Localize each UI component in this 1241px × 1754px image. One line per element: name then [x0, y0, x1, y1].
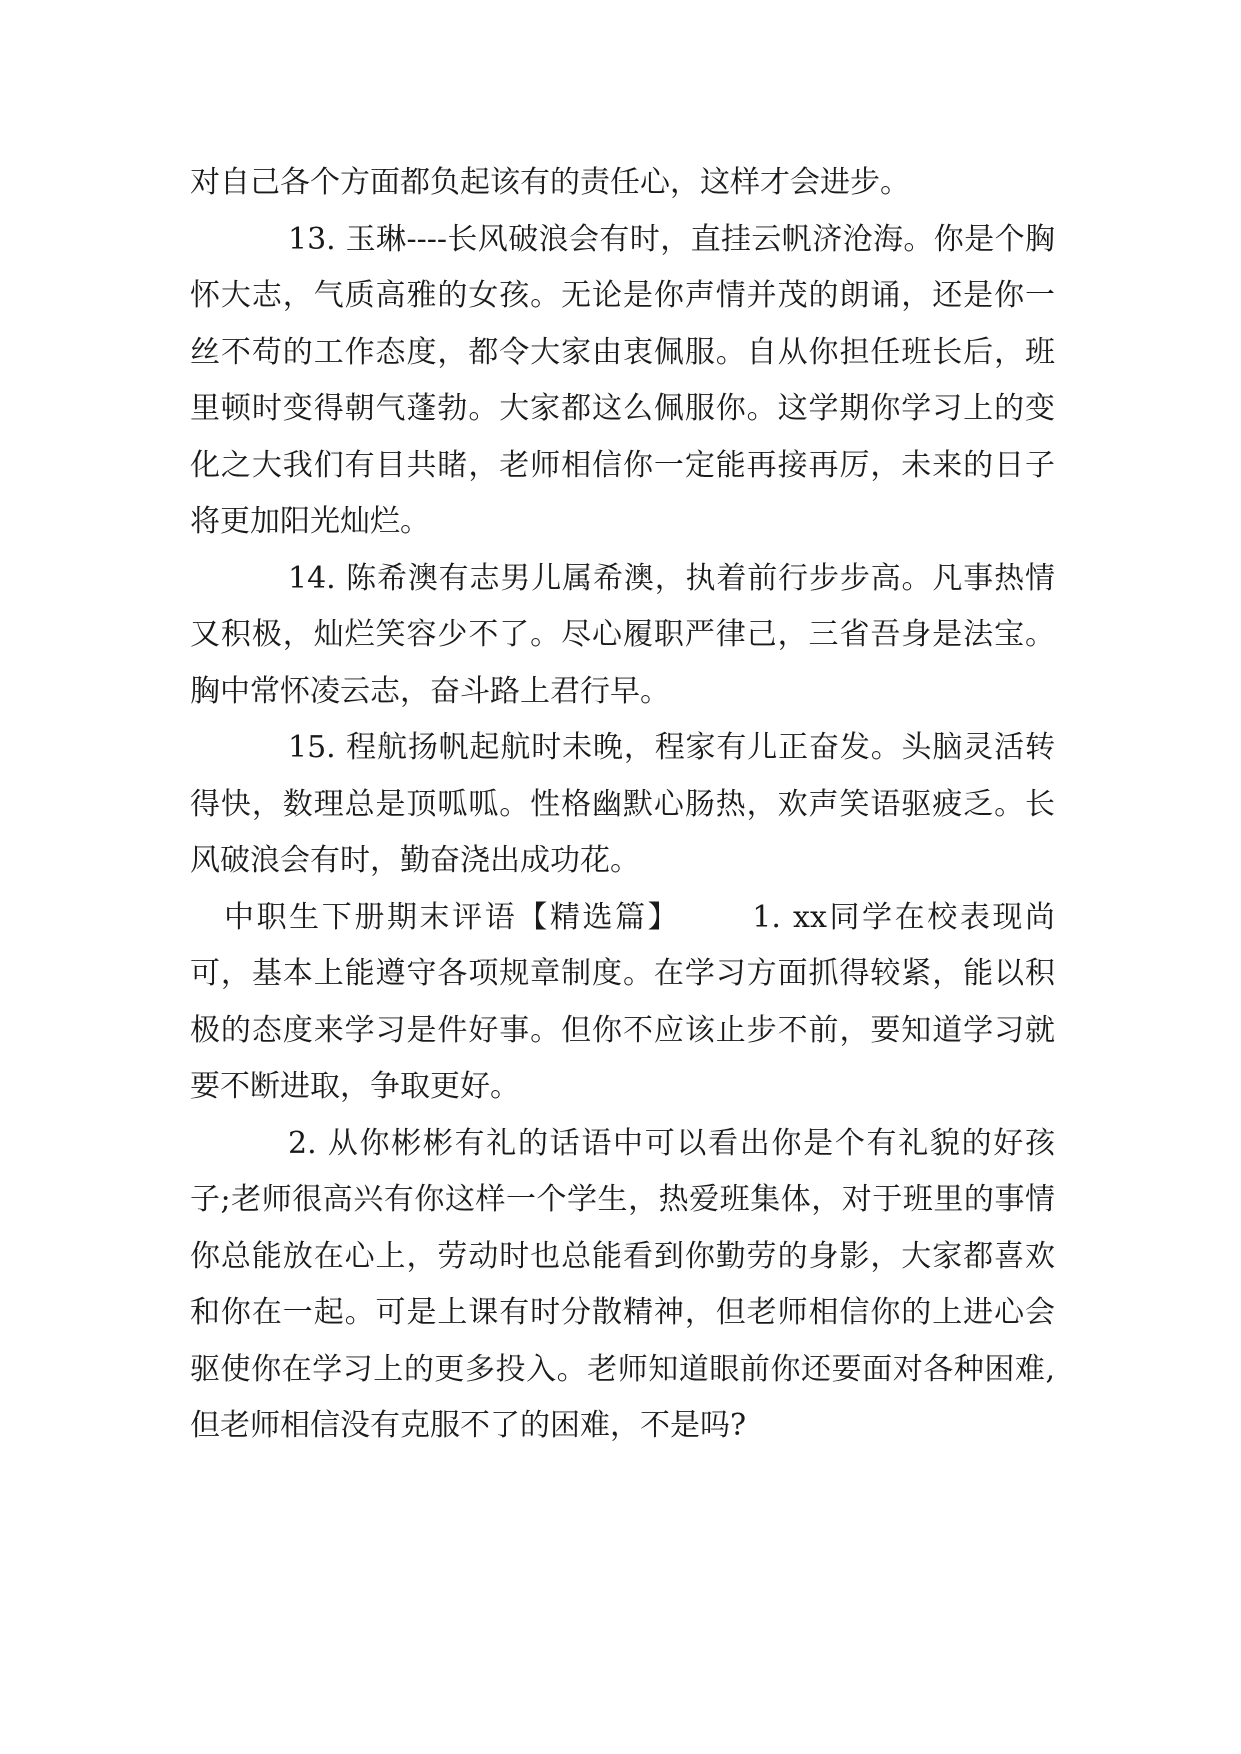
- paragraph-item-15: 15. 程航扬帆起航时未晚，程家有儿正奋发。头脑灵活转得快，数理总是顶呱呱。性格幽默心肠热，欢声笑语驱疲乏。长风破浪会有时，勤奋浇出成功花。: [190, 730, 1055, 878]
- document-body: [190, 155, 1055, 1455]
- section-heading-paragraph: [190, 890, 1055, 1116]
- paragraph-item-2: 2. 从你彬彬有礼的话语中可以看出你是个有礼貌的好孩子;老师很高兴有你这样一个学生，热爱班集体，对于班里的事情你总能放在心上，劳动时也总能看到你勤劳的身影，大家都喜欢和你在一起。可是上课有时分散精神，但老师相信你的上进心会驱使你在学习上的更多投入。老师知道眼前你还要面对各种困难,但老师相信没有克服不了的困难，不是吗?: [190, 1125, 1055, 1443]
- paragraph-continuation: 对自己各个方面都负起该有的责任心，这样才会进步。: [190, 165, 910, 200]
- paragraph-item-14: 14. 陈希澳有志男儿属希澳，执着前行步步高。凡事热情又积极，灿烂笑容少不了。尽心履职严律己，三省吾身是法宝。胸中常怀凌云志，奋斗路上君行早。: [190, 560, 1055, 709]
- paragraph-item-1: 1. xx同学在校表现尚可，基本上能遵守各项规章制度。在学习方面抓得较紧，能以积极的态度来学习是件好事。但你不应该止步不前，要知道学习就要不断进取，争取更好。: [190, 899, 1056, 1104]
- section-heading: 中职生下册期末评语【精选篇】: [224, 899, 681, 935]
- paragraph-item-13: 13. 玉琳----长风破浪会有时，直挂云帆济沧海。你是个胸怀大志，气质高雅的女孩。无论是你声情并茂的朗诵，还是你一丝不苟的工作态度，都令大家由衷佩服。自从你担任班长后，班里顿时变得朝气蓬勃。大家都这么佩服你。这学期你学习上的变化之大我们有目共睹，老师相信你一定能再接再厉，未来的日子将更加阳光灿烂。: [190, 221, 1055, 539]
